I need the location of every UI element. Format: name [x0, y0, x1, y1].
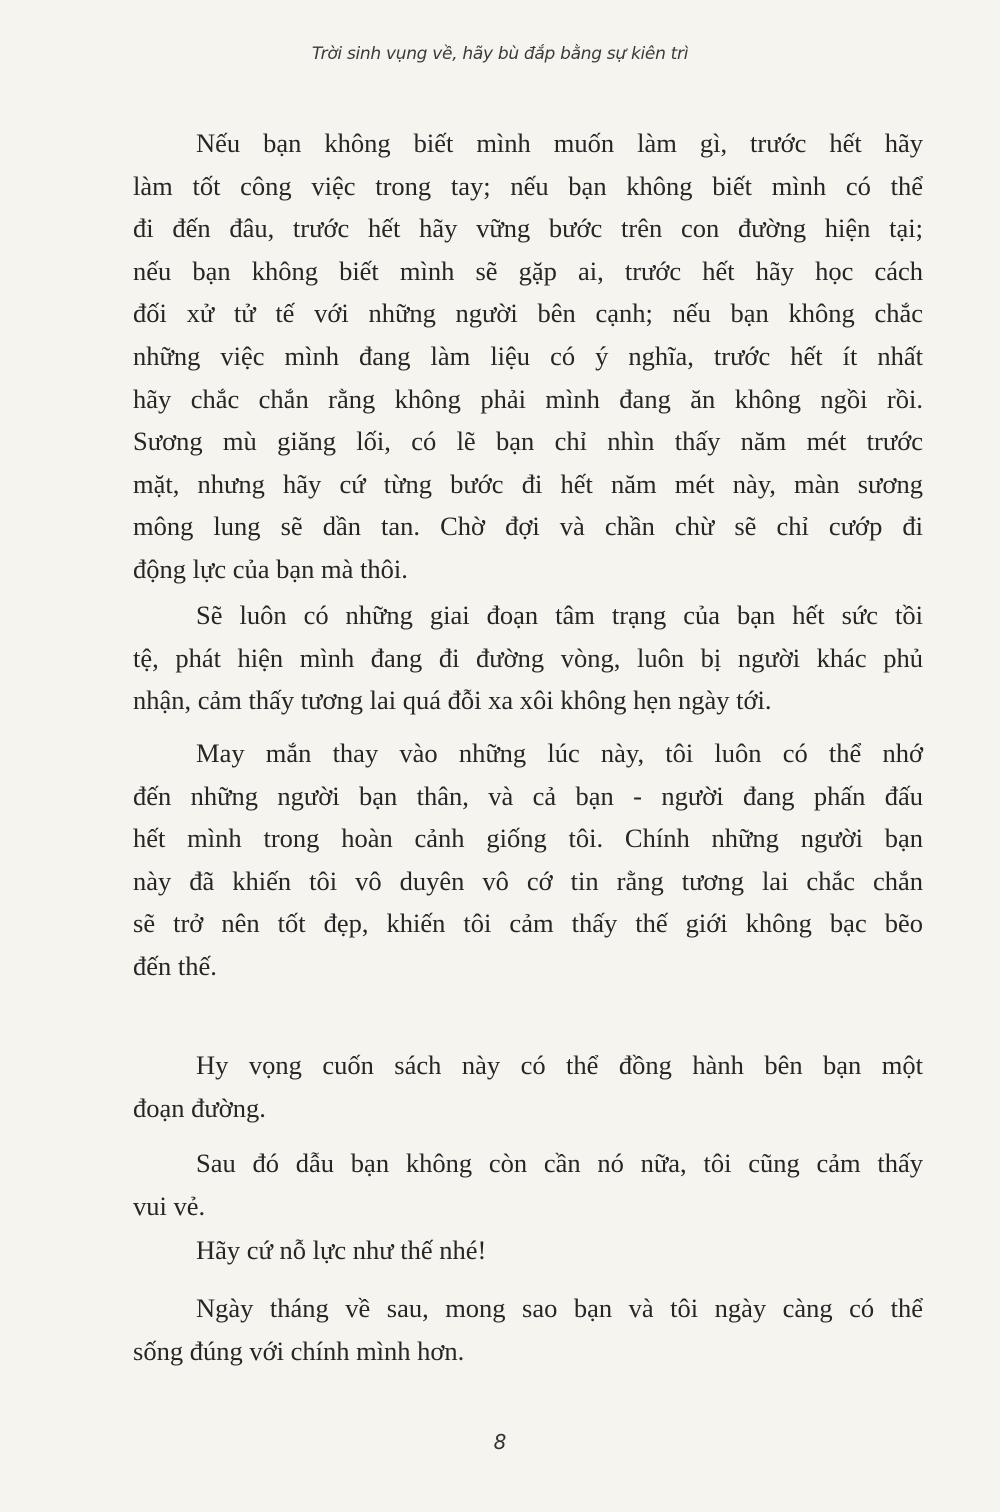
paragraph-6: [133, 1229, 923, 1272]
paragraph-2: [133, 594, 923, 722]
text-line: đến những người bạn thân, và cả bạn - người đang phấn đấu: [133, 780, 923, 811]
text-line: nhận, cảm thấy tương lai quá đỗi xa xôi không hẹn ngày tới.: [133, 685, 772, 716]
text-line: đoạn đường.: [133, 1092, 266, 1123]
text-line: đối xử tử tế với những người bên cạnh; nếu bạn không chắc: [133, 298, 923, 329]
page-number: 8: [493, 1430, 507, 1454]
text-line: đến thế.: [133, 950, 217, 981]
paragraph-7: [133, 1287, 923, 1372]
text-line: Hãy cứ nỗ lực như thế nhé!: [196, 1235, 487, 1265]
text-line: vui vẻ.: [133, 1190, 206, 1221]
text-line: Sương mù giăng lối, có lẽ bạn chỉ nhìn thấy năm mét trước: [133, 426, 923, 457]
text-line: sẽ trở nên tốt đẹp, khiến tôi cảm thấy thế giới không bạc bẽo: [133, 908, 923, 939]
text-line: Nếu bạn không biết mình muốn làm gì, trước hết hãy: [196, 128, 923, 158]
text-line: này đã khiến tôi vô duyên vô cớ tin rằng tương lai chắc chắn: [133, 865, 923, 896]
text-line: mặt, nhưng hãy cứ từng bước đi hết năm mét này, màn sương: [133, 468, 923, 499]
text-line: tệ, phát hiện mình đang đi đường vòng, luôn bị người khác phủ: [133, 642, 923, 673]
text-line: mông lung sẽ dần tan. Chờ đợi và chần chừ sẽ chỉ cướp đi: [133, 511, 923, 542]
text-line: May mắn thay vào những lúc này, tôi luôn có thể nhớ: [196, 738, 923, 768]
paragraph-4: [133, 1044, 923, 1129]
text-line: Hy vọng cuốn sách này có thể đồng hành bên bạn một: [196, 1050, 923, 1080]
text-line: hết mình trong hoàn cảnh giống tôi. Chính những người bạn: [133, 823, 923, 854]
text-line: Sẽ luôn có những giai đoạn tâm trạng của bạn hết sức tồi: [196, 600, 923, 630]
paragraph-5: [133, 1142, 923, 1227]
text-line: hãy chắc chắn rằng không phải mình đang ăn không ngồi rồi.: [133, 383, 923, 414]
text-line: nếu bạn không biết mình sẽ gặp ai, trước hết hãy học cách: [133, 255, 923, 286]
text-line: làm tốt công việc trong tay; nếu bạn không biết mình có thể: [133, 170, 923, 201]
text-line: Ngày tháng về sau, mong sao bạn và tôi ngày càng có thể: [196, 1293, 923, 1323]
running-header: Trời sinh vụng về, hãy bù đắp bằng sự kiên trì: [311, 44, 689, 64]
paragraph-3: [133, 732, 923, 988]
paragraph-1: [133, 122, 923, 591]
text-line: đi đến đâu, trước hết hãy vững bước trên con đường hiện tại;: [133, 213, 923, 244]
text-line: những việc mình đang làm liệu có ý nghĩa, trước hết ít nhất: [133, 340, 923, 371]
text-line: động lực của bạn mà thôi.: [133, 553, 408, 584]
text-line: Sau đó dẫu bạn không còn cần nó nữa, tôi cũng cảm thấy: [196, 1148, 923, 1178]
text-line: sống đúng với chính mình hơn.: [133, 1335, 465, 1366]
